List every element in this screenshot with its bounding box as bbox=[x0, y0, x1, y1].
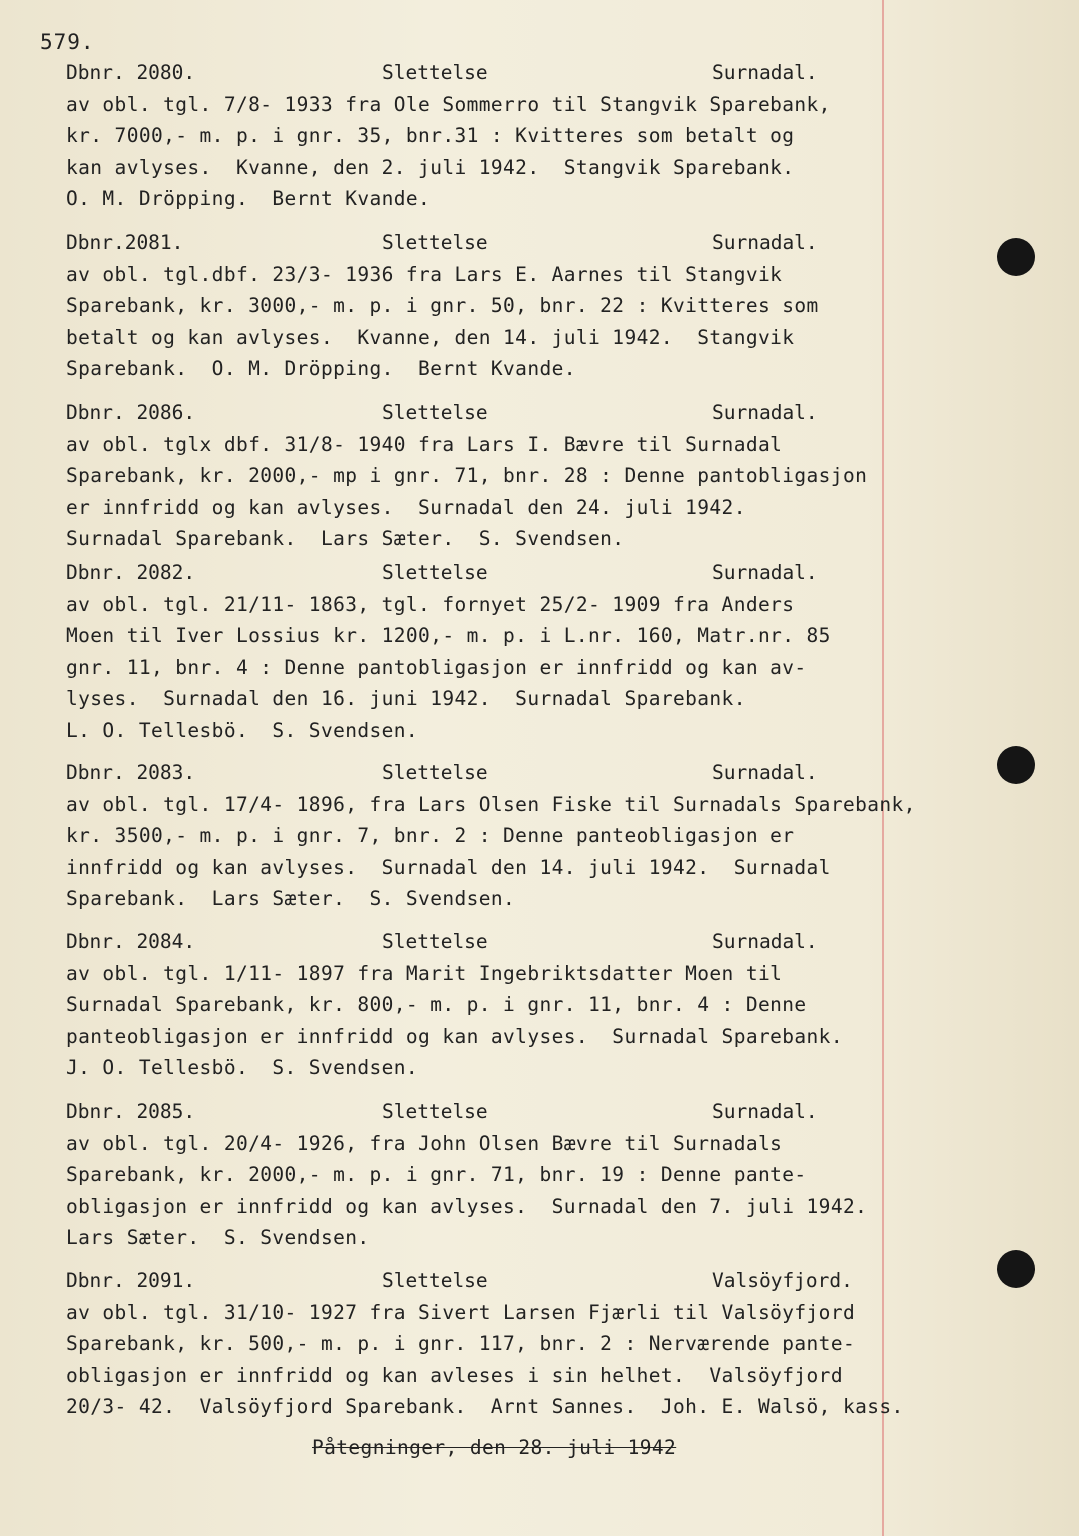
entry-line: 20/3- 42. Valsöyfjord Sparebank. Arnt Sannes. Joh. E. Walsö, kass. bbox=[66, 1395, 904, 1418]
entry-number: Dbnr. 2080. bbox=[66, 61, 196, 84]
entry-number: Dbnr. 2086. bbox=[66, 401, 196, 424]
entry-line: Sparebank. O. M. Dröpping. Bernt Kvande. bbox=[66, 357, 576, 380]
entry-line: av obl. tgl. 17/4- 1896, fra Lars Olsen Fiske til Surnadals Sparebank, bbox=[66, 792, 916, 816]
entry-place: Surnadal. bbox=[712, 61, 818, 84]
entry-number: Dbnr. 2084. bbox=[66, 930, 196, 953]
entry-line: panteobligasjon er innfridd og kan avlyses. Surnadal Sparebank. bbox=[66, 1024, 843, 1048]
entry-number: Dbnr. 2085. bbox=[66, 1100, 196, 1123]
entry-line: Sparebank, kr. 3000,- m. p. i gnr. 50, bnr. 22 : Kvitteres som bbox=[66, 294, 819, 317]
entry-type: Slettelse bbox=[382, 1100, 488, 1123]
entry-line: av obl. tglx dbf. 31/8- 1940 fra Lars I. Bævre til Surnadal bbox=[66, 432, 783, 456]
entry-header bbox=[66, 926, 926, 958]
entry-place: Surnadal. bbox=[712, 1100, 818, 1123]
entry-line: innfridd og kan avlyses. Surnadal den 14. juli 1942. Surnadal bbox=[66, 855, 831, 879]
entry bbox=[66, 557, 926, 746]
entry-place: Surnadal. bbox=[712, 401, 818, 424]
entry-line: Sparebank, kr. 500,- m. p. i gnr. 117, bnr. 2 : Nerværende pante- bbox=[66, 1332, 856, 1355]
entry-header bbox=[66, 757, 926, 789]
entry-header bbox=[66, 57, 926, 89]
entry-type: Slettelse bbox=[382, 561, 488, 584]
entry-line: O. M. Dröpping. Bernt Kvande. bbox=[66, 187, 431, 210]
entry bbox=[66, 397, 926, 555]
entry-number: Dbnr. 2082. bbox=[66, 561, 196, 584]
entry-line: av obl. tgl. 7/8- 1933 fra Ole Sommerro til Stangvik Sparebank, bbox=[66, 92, 831, 116]
entry-header bbox=[66, 557, 926, 589]
entry-line: Moen til Iver Lossius kr. 1200,- m. p. i L.nr. 160, Matr.nr. 85 bbox=[66, 624, 831, 647]
entry-line: obligasjon er innfridd og kan avleses i sin helhet. Valsöyfjord bbox=[66, 1363, 843, 1387]
punch-hole bbox=[997, 1250, 1035, 1288]
entry-header bbox=[66, 1265, 926, 1297]
entry-line: kan avlyses. Kvanne, den 2. juli 1942. Stangvik Sparebank. bbox=[66, 155, 795, 179]
entry-number: Dbnr. 2091. bbox=[66, 1269, 196, 1292]
entry-type: Slettelse bbox=[382, 1269, 488, 1292]
entry bbox=[66, 57, 926, 215]
struck-footer-note: Påtegninger, den 28. juli 1942 bbox=[312, 1436, 677, 1459]
entry bbox=[66, 1096, 926, 1254]
entry-line: Sparebank, kr. 2000,- m. p. i gnr. 71, bnr. 19 : Denne pante- bbox=[66, 1163, 807, 1186]
entry-line: lyses. Surnadal den 16. juni 1942. Surnadal Sparebank. bbox=[66, 687, 746, 710]
entry-line: av obl. tgl. 31/10- 1927 fra Sivert Larsen Fjærli til Valsöyfjord bbox=[66, 1300, 856, 1324]
entry-type: Slettelse bbox=[382, 61, 488, 84]
entry-line: Surnadal Sparebank, kr. 800,- m. p. i gnr. 11, bnr. 4 : Denne bbox=[66, 993, 807, 1016]
entry-line: av obl. tgl.dbf. 23/3- 1936 fra Lars E. Aarnes til Stangvik bbox=[66, 262, 783, 286]
entry bbox=[66, 227, 926, 385]
punch-hole bbox=[997, 746, 1035, 784]
punch-hole bbox=[997, 238, 1035, 276]
entry-place: Surnadal. bbox=[712, 561, 818, 584]
entry-line: Sparebank, kr. 2000,- mp i gnr. 71, bnr. 28 : Denne pantobligasjon bbox=[66, 464, 868, 487]
entry-place: Valsöyfjord. bbox=[712, 1269, 853, 1292]
entry-line: kr. 7000,- m. p. i gnr. 35, bnr.31 : Kvitteres som betalt og bbox=[66, 124, 795, 147]
entry-header bbox=[66, 227, 926, 259]
entry-line: kr. 3500,- m. p. i gnr. 7, bnr. 2 : Denne panteobligasjon er bbox=[66, 824, 795, 847]
entry-line: J. O. Tellesbö. S. Svendsen. bbox=[66, 1056, 419, 1079]
entry-line: obligasjon er innfridd og kan avlyses. Surnadal den 7. juli 1942. bbox=[66, 1194, 868, 1218]
entry-type: Slettelse bbox=[382, 231, 488, 254]
entry-header bbox=[66, 397, 926, 429]
entry-line: av obl. tgl. 20/4- 1926, fra John Olsen Bævre til Surnadals bbox=[66, 1131, 783, 1155]
entry-number: Dbnr.2081. bbox=[66, 231, 184, 254]
entry bbox=[66, 757, 926, 915]
entry-number: Dbnr. 2083. bbox=[66, 761, 196, 784]
entry-line: av obl. tgl. 21/11- 1863, tgl. fornyet 25/2- 1909 fra Anders bbox=[66, 592, 795, 616]
entry-type: Slettelse bbox=[382, 401, 488, 424]
entry-line: betalt og kan avlyses. Kvanne, den 14. juli 1942. Stangvik bbox=[66, 325, 795, 349]
entry-type: Slettelse bbox=[382, 761, 488, 784]
entry-place: Surnadal. bbox=[712, 231, 818, 254]
entry-line: Sparebank. Lars Sæter. S. Svendsen. bbox=[66, 887, 516, 910]
entry bbox=[66, 926, 926, 1084]
entry-header bbox=[66, 1096, 926, 1128]
entry bbox=[66, 1265, 926, 1423]
entry-line: gnr. 11, bnr. 4 : Denne pantobligasjon er innfridd og kan av- bbox=[66, 655, 807, 679]
entry-line: L. O. Tellesbö. S. Svendsen. bbox=[66, 718, 419, 742]
entry-place: Surnadal. bbox=[712, 930, 818, 953]
entry-line: Lars Sæter. S. Svendsen. bbox=[66, 1226, 370, 1249]
entry-type: Slettelse bbox=[382, 930, 488, 953]
page-number: 579. bbox=[40, 30, 95, 54]
entry-place: Surnadal. bbox=[712, 761, 818, 784]
entry-line: er innfridd og kan avlyses. Surnadal den 24. juli 1942. bbox=[66, 495, 746, 519]
entry-line: Surnadal Sparebank. Lars Sæter. S. Svendsen. bbox=[66, 527, 625, 550]
entry-line: av obl. tgl. 1/11- 1897 fra Marit Ingebriktsdatter Moen til bbox=[66, 961, 783, 985]
